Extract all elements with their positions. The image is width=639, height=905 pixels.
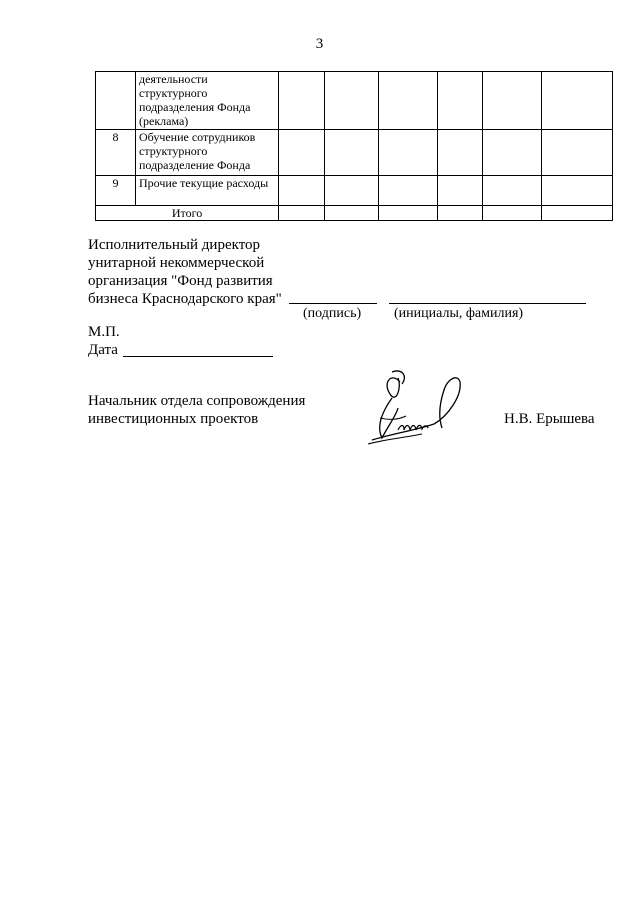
signature-caption: (подпись) (303, 306, 362, 321)
table-row (96, 72, 613, 130)
head-name: Н.В. Ерышева (504, 411, 595, 427)
page-number: 3 (315, 36, 324, 52)
total-row (96, 206, 613, 221)
name-caption: (инициалы, фамилия) (394, 306, 524, 321)
budget-table (95, 71, 613, 221)
date-line (123, 356, 273, 357)
table-row (96, 130, 613, 176)
row-name: деятельности структурного подразделения Фонда (реклама) (136, 72, 279, 130)
date-label: Дата (88, 342, 118, 358)
total-label: Итого (96, 206, 279, 221)
row-number (96, 72, 136, 130)
stamp-label: М.П. (88, 324, 120, 340)
row-number: 9 (96, 176, 136, 206)
signature-line (289, 303, 377, 304)
handwritten-signature (362, 368, 474, 448)
row-name: Обучение сотрудников структурного подразделение Фонда (136, 130, 279, 176)
table-row (96, 176, 613, 206)
head-title: Начальник отдела сопровождения инвестиционных проектов (88, 393, 306, 427)
name-line (389, 303, 586, 304)
row-number: 8 (96, 130, 136, 176)
director-title: Исполнительный директор унитарной некоммерческой организация "Фонд развития бизнеса Краснодарского края" (88, 237, 282, 307)
row-name: Прочие текущие расходы (136, 176, 279, 206)
